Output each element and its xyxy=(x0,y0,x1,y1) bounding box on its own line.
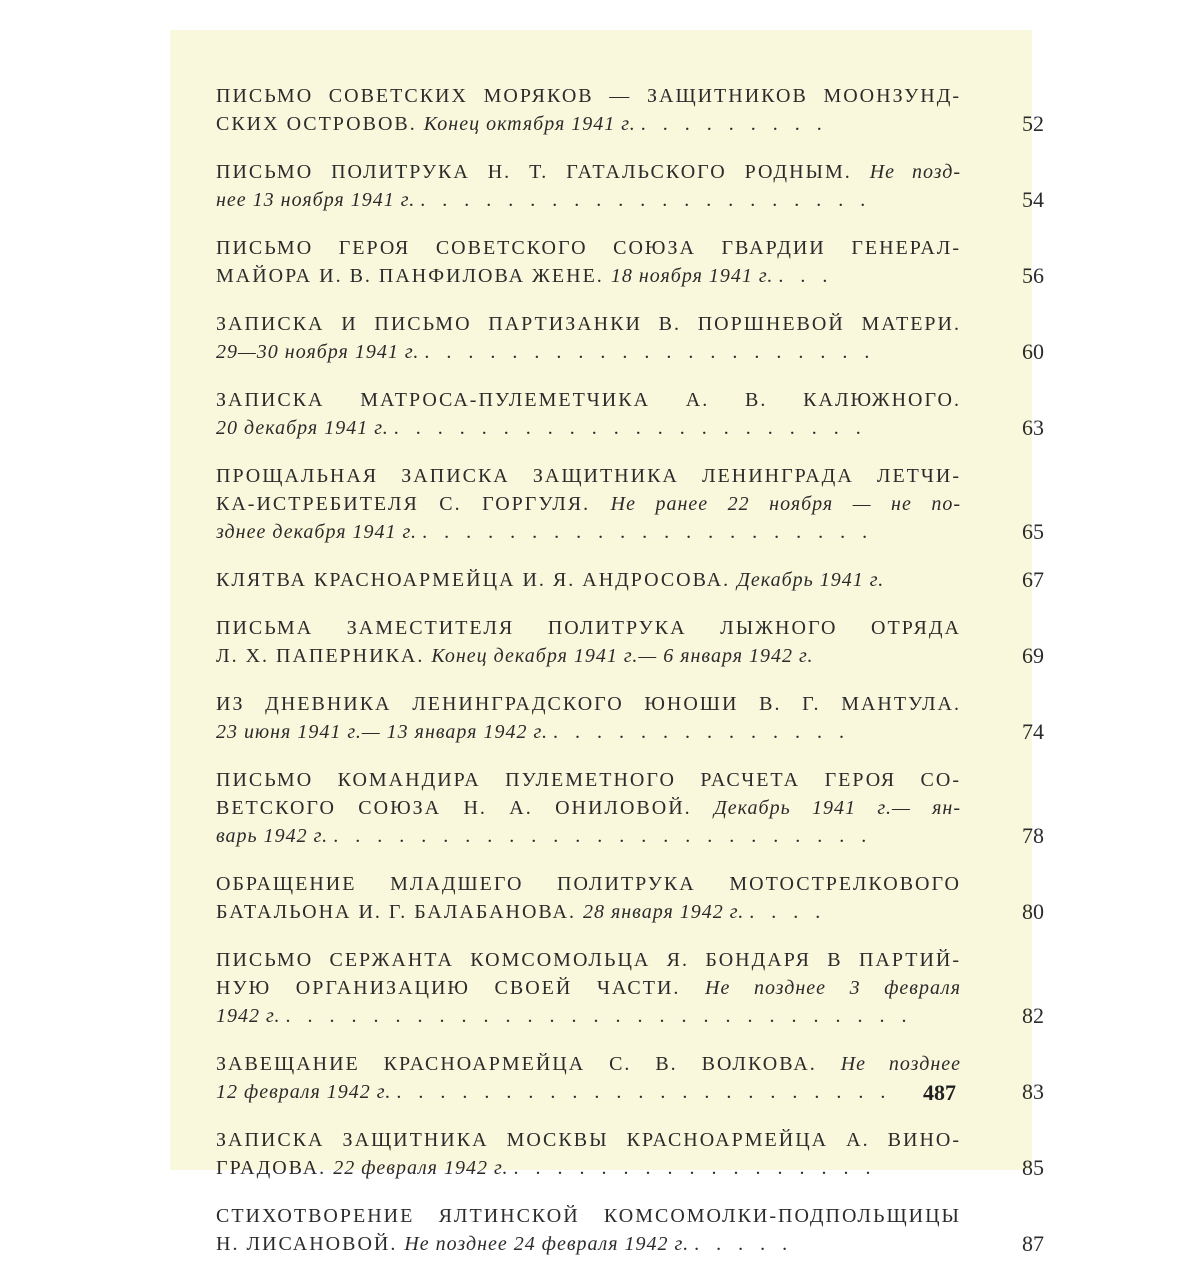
toc-entry-line xyxy=(216,794,961,822)
toc-entry-line xyxy=(216,414,961,442)
entry-page-number: 56 xyxy=(1022,263,1044,288)
entry-date: Не позднее 24 февраля 1942 г. xyxy=(404,1233,690,1255)
book-page xyxy=(170,30,1044,1256)
entry-date: 23 июня 1941 г.— 13 января 1942 г. xyxy=(216,721,548,743)
toc-entry xyxy=(216,870,1044,926)
entry-page-number: 80 xyxy=(1022,899,1044,924)
toc-entry xyxy=(216,566,1044,594)
dot-leader: . . . . . . . . . xyxy=(640,113,828,135)
entry-date: зднее декабря 1941 г. xyxy=(216,521,418,543)
toc-entry-line xyxy=(216,110,961,138)
toc-entry-line xyxy=(216,310,961,338)
entry-page-number: 82 xyxy=(1022,1003,1044,1028)
entry-title: ЗАВЕЩАНИЕ КРАСНОАРМЕЙЦА С. В. ВОЛКОВА. xyxy=(216,1053,841,1075)
table-of-contents xyxy=(216,82,1044,1278)
entry-title: ГРАДОВА. xyxy=(216,1157,334,1179)
entry-title: ИЗ ДНЕВНИКА ЛЕНИНГРАДСКОГО ЮНОШИ В. Г. МАНТУЛА. xyxy=(216,693,961,715)
toc-entry xyxy=(216,946,1044,1030)
entry-title: КЛЯТВА КРАСНОАРМЕЙЦА И. Я. АНДРОСОВА. xyxy=(216,569,738,591)
entry-date: варь 1942 г. xyxy=(216,825,329,847)
toc-entry-line xyxy=(216,234,961,262)
toc-entry-line xyxy=(216,462,961,490)
toc-entry-line xyxy=(216,1050,961,1078)
entry-page-number: 65 xyxy=(1022,519,1044,544)
toc-entry-line xyxy=(216,490,961,518)
toc-entry-line xyxy=(216,1126,961,1154)
entry-title: ПИСЬМО СЕРЖАНТА КОМСОМОЛЬЦА Я. БОНДАРЯ В ПАРТИЙ- xyxy=(216,949,961,971)
toc-entry-line xyxy=(216,82,961,110)
toc-entry-line xyxy=(216,1230,961,1258)
entry-page-number: 54 xyxy=(1022,187,1044,212)
entry-page-number: 63 xyxy=(1022,415,1044,440)
toc-entry xyxy=(216,690,1044,746)
toc-entry-line xyxy=(216,642,961,670)
toc-entry-line xyxy=(216,766,961,794)
entry-title: КА-ИСТРЕБИТЕЛЯ С. ГОРГУЛЯ. xyxy=(216,493,611,515)
entry-page-number: 69 xyxy=(1022,643,1044,668)
page-number-folio: 487 xyxy=(923,1080,956,1105)
entry-title: ЗАПИСКА ЗАЩИТНИКА МОСКВЫ КРАСНОАРМЕЙЦА А. ВИНО- xyxy=(216,1129,961,1151)
entry-title: СТИХОТВОРЕНИЕ ЯЛТИНСКОЙ КОМСОМОЛКИ-ПОДПОЛЬЩИЦЫ xyxy=(216,1205,961,1227)
entry-title: Л. Х. ПАПЕРНИКА. xyxy=(216,645,432,667)
entry-title: ПИСЬМО ГЕРОЯ СОВЕТСКОГО СОЮЗА ГВАРДИИ ГЕНЕРАЛ- xyxy=(216,237,961,259)
entry-date: Декабрь 1941 г. xyxy=(737,569,885,591)
entry-title: СКИХ ОСТРОВОВ. xyxy=(216,113,424,135)
toc-entry-line xyxy=(216,946,961,974)
toc-entry-line xyxy=(216,898,961,926)
entry-title: ВЕТСКОГО СОЮЗА Н. А. ОНИЛОВОЙ. xyxy=(216,797,715,819)
toc-entry-line xyxy=(216,338,961,366)
toc-entry xyxy=(216,614,1044,670)
entry-page-number: 87 xyxy=(1022,1231,1044,1256)
toc-entry-line xyxy=(216,822,961,850)
entry-title: ПИСЬМА ЗАМЕСТИТЕЛЯ ПОЛИТРУКА ЛЫЖНОГО ОТРЯДА xyxy=(216,617,961,639)
entry-title: ЗАПИСКА И ПИСЬМО ПАРТИЗАНКИ В. ПОРШНЕВОЙ МАТЕРИ. xyxy=(216,313,961,335)
toc-entry-line xyxy=(216,1154,961,1182)
dot-leader: . . . . . . . . . . . . . . . . . . . . . . . . . . . . . xyxy=(285,1005,913,1027)
entry-date: 29—30 ноября 1941 г. xyxy=(216,341,420,363)
toc-entry xyxy=(216,234,1044,290)
toc-entry xyxy=(216,1126,1044,1182)
entry-title: ЗАПИСКА МАТРОСА-ПУЛЕМЕТЧИКА А. В. КАЛЮЖНОГО. xyxy=(216,389,961,411)
entry-date: Конец декабря 1941 г.— 6 января 1942 г. xyxy=(431,645,814,667)
toc-entry-line xyxy=(216,870,961,898)
dot-leader: . . . . . . . . . . . . . . xyxy=(552,721,850,743)
dot-leader: . . . . . . . . . . . . . . . . . . . . . . xyxy=(393,417,867,439)
toc-entry-line xyxy=(216,614,961,642)
entry-page-number: 85 xyxy=(1022,1155,1044,1180)
entry-page-number: 67 xyxy=(1022,567,1044,592)
entry-date: 18 ноября 1941 г. xyxy=(610,265,774,287)
dot-leader: . . . . . . . . . . . . . . . . . . . . . xyxy=(424,341,876,363)
toc-entry xyxy=(216,386,1044,442)
toc-entry xyxy=(216,310,1044,366)
toc-entry-line xyxy=(216,1078,961,1106)
entry-title: ОБРАЩЕНИЕ МЛАДШЕГО ПОЛИТРУКА МОТОСТРЕЛКОВОГО xyxy=(216,873,961,895)
toc-entry-line xyxy=(216,186,961,214)
entry-date: 20 декабря 1941 г. xyxy=(216,417,389,439)
toc-entry-line xyxy=(216,1202,961,1230)
entry-title: НУЮ ОРГАНИЗАЦИЮ СВОЕЙ ЧАСТИ. xyxy=(216,977,706,999)
dot-leader: . . . . . . . . . . . . . . . . . . . . . . . . . xyxy=(333,825,873,847)
entry-date: Не позднее xyxy=(840,1053,961,1075)
toc-entry-line xyxy=(216,718,961,746)
entry-date: 22 февраля 1942 г. xyxy=(333,1157,509,1179)
entry-date: нее 13 ноября 1941 г. xyxy=(216,189,416,211)
dot-leader: . . . . . xyxy=(694,1233,794,1255)
dot-leader: . . . . . . . . . . . . . . . . . . . . . xyxy=(422,521,874,543)
entry-title: Н. ЛИСАНОВОЙ. xyxy=(216,1233,405,1255)
dot-leader: . . . . . . . . . . . . . . . . . xyxy=(513,1157,877,1179)
entry-date: Не позднее 3 февраля xyxy=(705,977,961,999)
toc-entry-line xyxy=(216,690,961,718)
entry-date: Декабрь 1941 г.— ян- xyxy=(714,797,961,819)
toc-entry-line xyxy=(216,566,961,594)
entry-page-number: 78 xyxy=(1022,823,1044,848)
entry-page-number: 52 xyxy=(1022,111,1044,136)
toc-entry-line xyxy=(216,158,961,186)
entry-title: ПРОЩАЛЬНАЯ ЗАПИСКА ЗАЩИТНИКА ЛЕНИНГРАДА ЛЕТЧИ- xyxy=(216,465,961,487)
toc-entry-line xyxy=(216,1002,961,1030)
toc-entry-line xyxy=(216,262,961,290)
toc-entry-line xyxy=(216,974,961,1002)
dot-leader: . . . . xyxy=(749,901,827,923)
toc-entry-line xyxy=(216,386,961,414)
entry-title: МАЙОРА И. В. ПАНФИЛОВА ЖЕНЕ. xyxy=(216,265,611,287)
entry-date: Не ранее 22 ноября — не по- xyxy=(610,493,961,515)
dot-leader: . . . . . . . . . . . . . . . . . . . . . xyxy=(420,189,872,211)
entry-date: Конец октября 1941 г. xyxy=(423,113,636,135)
entry-title: ПИСЬМО КОМАНДИРА ПУЛЕМЕТНОГО РАСЧЕТА ГЕРОЯ СО- xyxy=(216,769,961,791)
toc-entry xyxy=(216,766,1044,850)
toc-entry xyxy=(216,158,1044,214)
dot-leader: . . . . . . . . . . . . . . . . . . . . . . . xyxy=(396,1081,892,1103)
entry-title: ПИСЬМО ПОЛИТРУКА Н. Т. ГАТАЛЬСКОГО РОДНЫМ. xyxy=(216,161,870,183)
entry-title: ПИСЬМО СОВЕТСКИХ МОРЯКОВ — ЗАЩИТНИКОВ МООНЗУНД- xyxy=(216,85,961,107)
toc-entry xyxy=(216,462,1044,546)
entry-page-number: 60 xyxy=(1022,339,1044,364)
toc-entry xyxy=(216,1050,1044,1106)
entry-date: 28 января 1942 г. xyxy=(582,901,745,923)
entry-title: БАТАЛЬОНА И. Г. БАЛАБАНОВА. xyxy=(216,901,583,923)
entry-date: 12 февраля 1942 г. xyxy=(216,1081,392,1103)
entry-date: Не позд- xyxy=(869,161,961,183)
entry-page-number: 74 xyxy=(1022,719,1044,744)
toc-entry xyxy=(216,82,1044,138)
entry-date: 1942 г. xyxy=(216,1005,281,1027)
dot-leader: . . . xyxy=(778,265,834,287)
toc-entry-line xyxy=(216,518,961,546)
toc-entry xyxy=(216,1202,1044,1258)
entry-page-number: 83 xyxy=(1022,1079,1044,1104)
